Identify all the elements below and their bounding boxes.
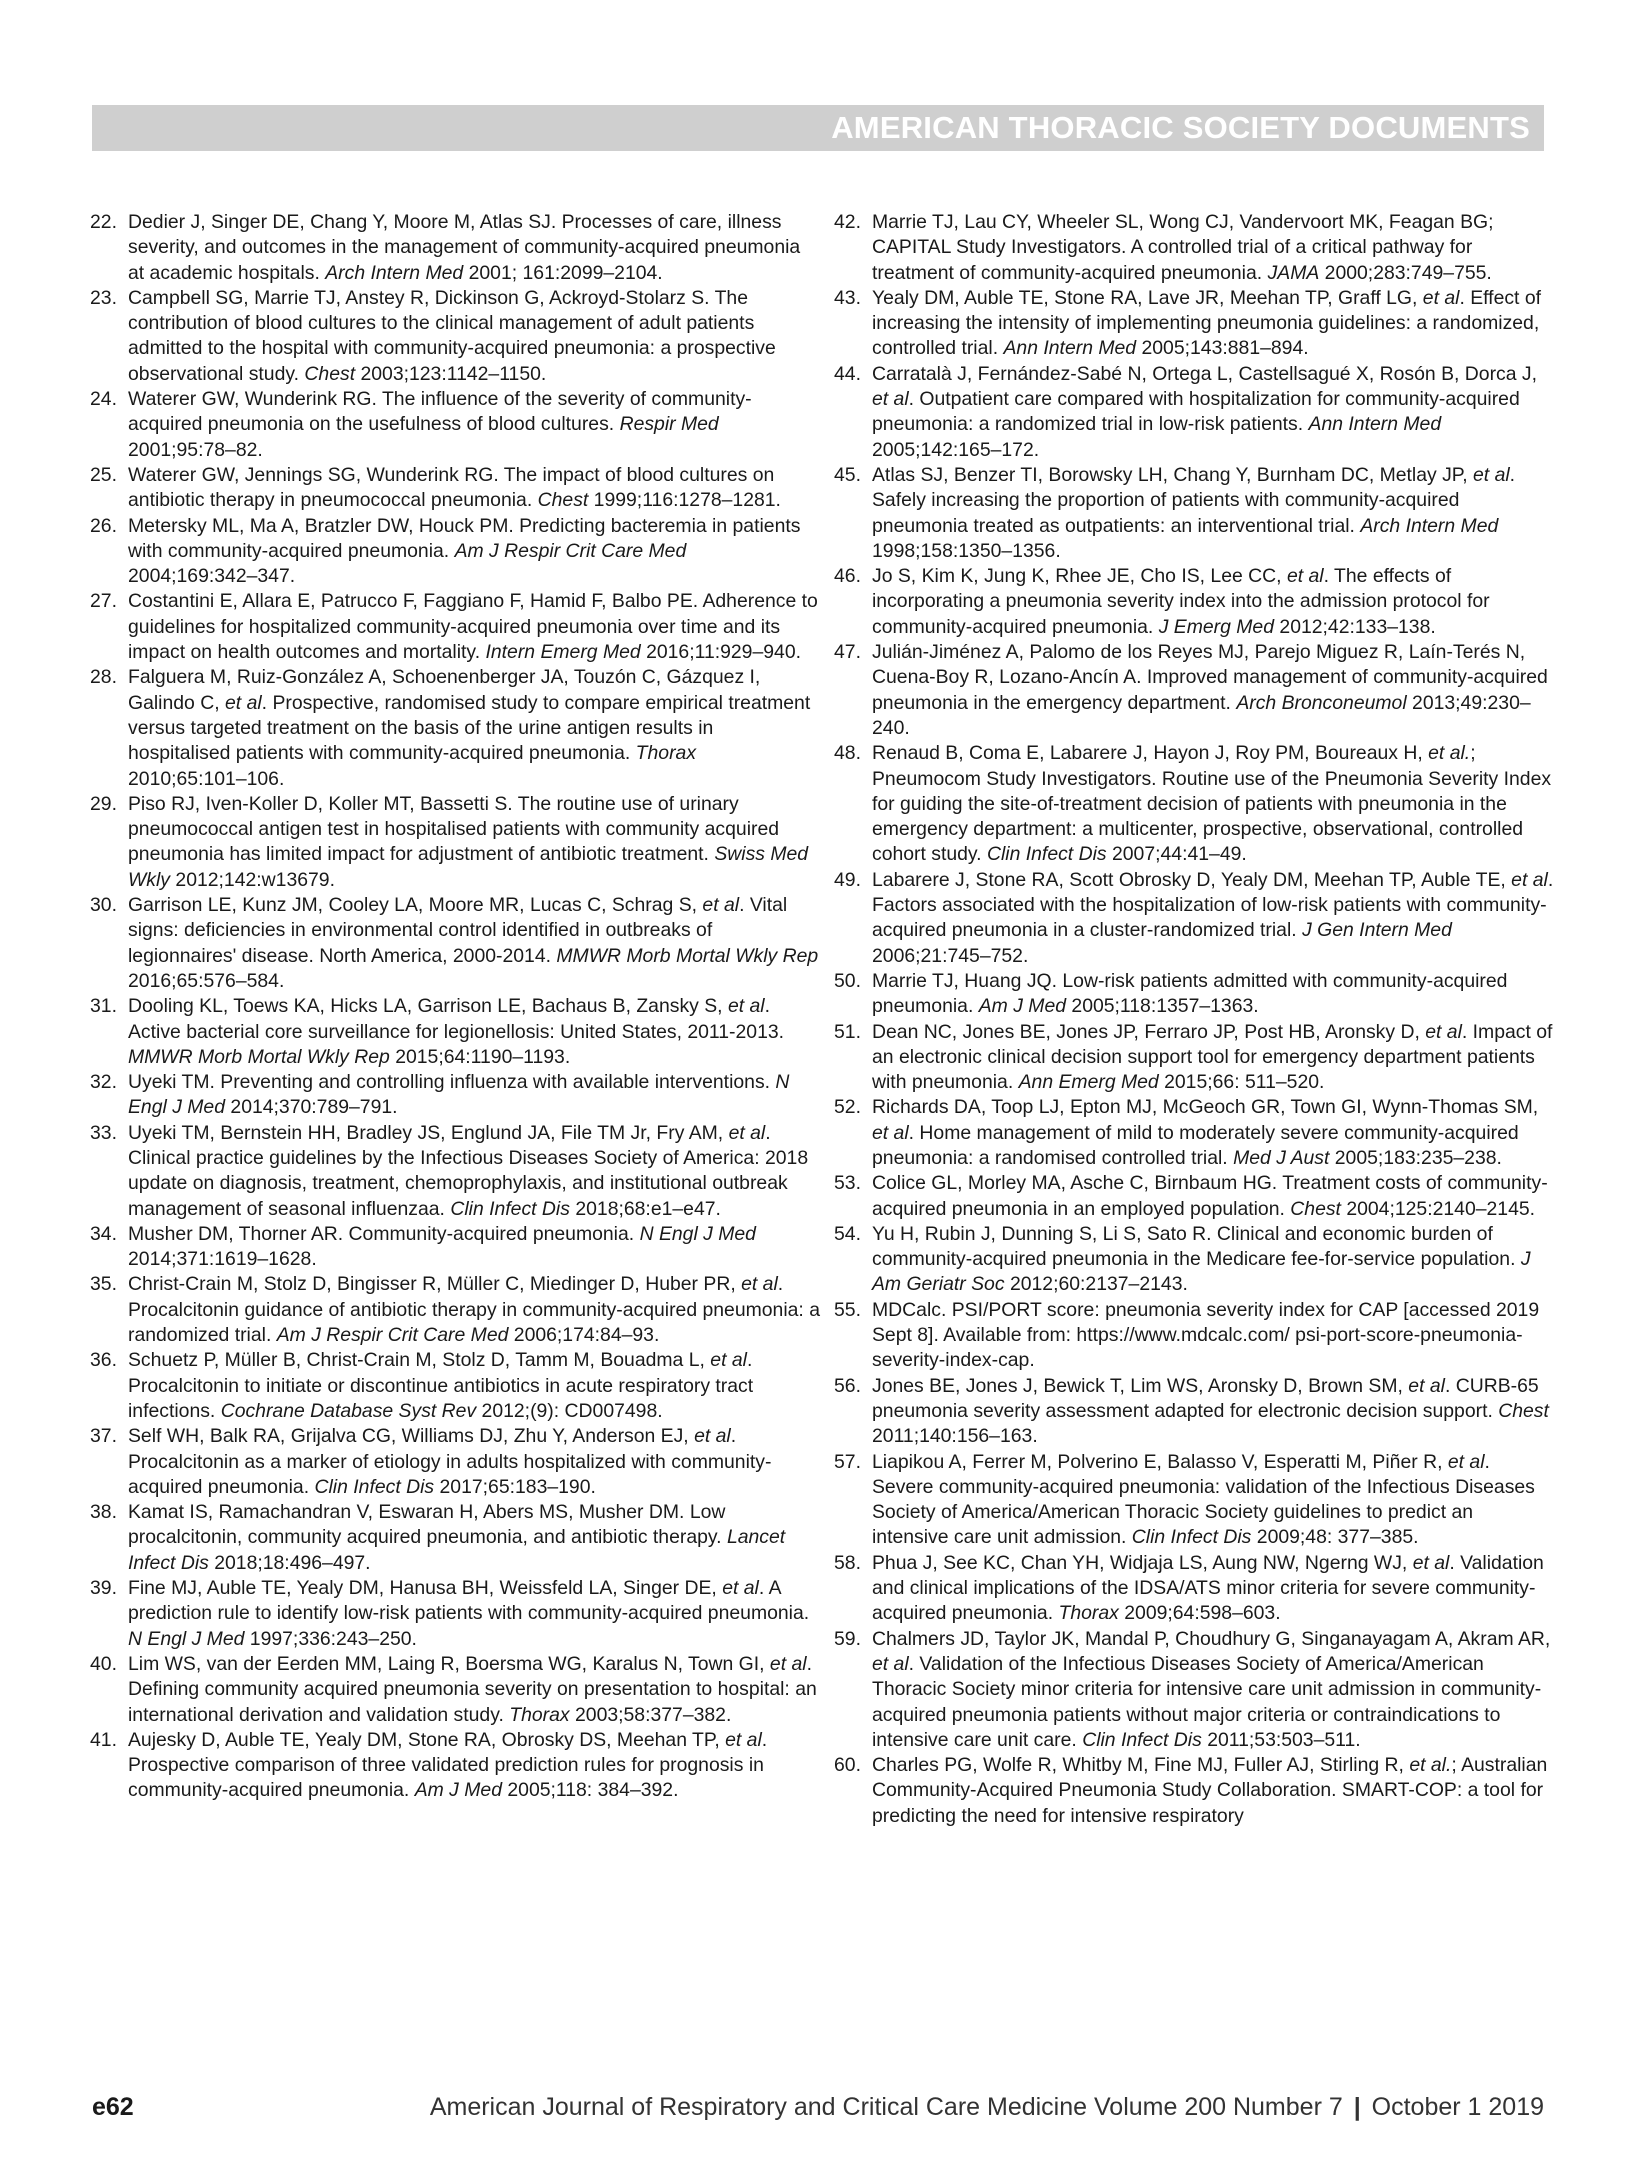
journal-name: MMWR Morb Mortal Wkly Rep — [128, 1045, 390, 1068]
et-al: et al — [1511, 868, 1548, 891]
reference-number: 38. — [90, 1501, 117, 1524]
reference-authors-title: Falguera M, Ruiz-González A, Schoenenberger JA, Touzón C, Gázquez I, Galindo C, — [128, 666, 761, 714]
reference-number: 25. — [90, 463, 117, 486]
reference-number: 22. — [90, 211, 117, 233]
reference-authors-title: Campbell SG, Marrie TJ, Anstey R, Dickinson G, Ackroyd-Stolarz S. The contribution of blood cultures to the clinical management of adult patients admitted to the hospital with community-acquired pneumonia: a prospective observational study. — [128, 286, 776, 385]
reference-title: . A prediction rule to identify low-risk patients with community-acquired pneumonia. — [128, 1577, 810, 1625]
et-al: et al — [710, 1349, 747, 1372]
reference-item — [90, 1348, 820, 1424]
reference-authors-title: Aujesky D, Auble TE, Yealy DM, Stone RA, Obrosky DS, Meehan TP, — [128, 1728, 720, 1751]
reference-text — [128, 1348, 820, 1424]
reference-text — [128, 1500, 820, 1576]
citation-details: 2010;65:101–106. — [128, 767, 285, 790]
journal-name: Thorax — [635, 742, 697, 765]
reference-authors-title: Renaud B, Coma E, Labarere J, Hayon J, Roy PM, Boureaux H, — [872, 742, 1423, 765]
reference-item — [90, 1576, 820, 1652]
reference-number: 59. — [834, 1627, 861, 1650]
et-al: et al — [741, 1273, 778, 1296]
reference-item — [90, 792, 820, 893]
reference-text — [128, 994, 820, 1070]
journal-name: Arch Intern Med — [1360, 514, 1499, 537]
journal-name: J Gen Intern Med — [1302, 919, 1452, 942]
journal-name: Arch Bronconeumol — [1236, 691, 1407, 714]
reference-number: 34. — [90, 1222, 117, 1245]
reference-number: 50. — [834, 969, 861, 992]
reference-text — [128, 286, 820, 387]
journal-name: Clin Infect Dis — [1082, 1728, 1202, 1751]
reference-text — [872, 564, 1554, 640]
journal-name: MMWR Morb Mortal Wkly Rep — [556, 944, 819, 967]
reference-number: 24. — [90, 388, 117, 411]
reference-number: 26. — [90, 514, 117, 537]
citation-details: 2005;183:235–238. — [1334, 1146, 1502, 1169]
page-number: e62 — [92, 2093, 134, 2121]
reference-item — [90, 1652, 820, 1728]
reference-item — [834, 969, 1554, 1020]
journal-name: Chest — [304, 362, 356, 385]
reference-title: . Procalcitonin as a marker of etiology in adults hospitalized with community-acquired pneumonia. — [128, 1425, 772, 1498]
citation-details: 2004;125:2140–2145. — [1346, 1197, 1536, 1220]
reference-text — [872, 210, 1554, 286]
citation-details: 2005;118:1357–1363. — [1071, 995, 1259, 1018]
reference-authors-title: Colice GL, Morley MA, Asche C, Birnbaum HG. Treatment costs of community-acquired pneumonia in an employed population. — [872, 1172, 1548, 1220]
reference-number: 54. — [834, 1222, 861, 1245]
reference-item — [834, 1298, 1554, 1374]
reference-title: . Impact of an electronic clinical decision support tool for emergency department patients with pneumonia. — [872, 1020, 1553, 1094]
reference-authors-title: Yealy DM, Auble TE, Stone RA, Lave JR, Meehan TP, Graff LG, — [872, 286, 1418, 309]
et-al: et al — [1286, 565, 1324, 588]
reference-text — [872, 1551, 1554, 1627]
citation-details: 2009;48: 377–385. — [1256, 1526, 1419, 1549]
reference-authors-title: Liapikou A, Ferrer M, Polverino E, Balasso V, Esperatti M, Piñer R, — [872, 1450, 1443, 1473]
reference-text — [872, 1298, 1554, 1374]
citation-details: 2006;174:84–93. — [513, 1324, 660, 1347]
citation-details: 2015;66: 511–520. — [1164, 1071, 1325, 1094]
reference-text — [128, 387, 820, 463]
reference-item — [834, 1551, 1554, 1627]
reference-item — [834, 286, 1554, 362]
footer-separator: | — [1353, 2093, 1361, 2121]
reference-number: 31. — [90, 995, 117, 1018]
citation-details: 2011;53:503–511. — [1207, 1728, 1361, 1751]
journal-name: N Engl J Med — [128, 1071, 790, 1119]
reference-item — [90, 1222, 820, 1273]
reference-number: 56. — [834, 1374, 861, 1397]
citation-details: 2016;65:576–584. — [128, 969, 285, 992]
et-al: et al. — [1428, 742, 1471, 765]
reference-title: . Clinical practice guidelines by the Infectious Diseases Society of America: 2018 update on diagnosis, treatment, chemoprophylaxis, and institutional outbreak management of seasonal influenzaa. — [128, 1121, 809, 1220]
et-al: et al — [1412, 1551, 1450, 1574]
journal-name: N Engl J Med — [639, 1222, 756, 1245]
reference-text — [872, 1627, 1554, 1753]
journal-name: Am J Med — [978, 995, 1067, 1018]
reference-item — [834, 1627, 1554, 1753]
reference-number: 55. — [834, 1298, 861, 1321]
reference-authors-title: Christ-Crain M, Stolz D, Bingisser R, Müller C, Miedinger D, Huber PR, — [128, 1273, 736, 1296]
et-al: et al — [694, 1425, 731, 1448]
journal-name: JAMA — [1267, 261, 1320, 284]
reference-text — [128, 1070, 820, 1121]
reference-number: 42. — [834, 211, 861, 233]
citation-details: 2000;283:749–755. — [1324, 261, 1492, 284]
reference-text — [872, 1374, 1554, 1450]
reference-authors-title: Marrie TJ, Lau CY, Wheeler SL, Wong CJ, Vandervoort MK, Feagan BG; CAPITAL Study Investigators. A controlled trial of a critical pathway for treatment of community-acquired pneumonia. — [872, 211, 1494, 284]
reference-item — [834, 1171, 1554, 1222]
reference-authors-title: Schuetz P, Müller B, Christ-Crain M, Stolz D, Tamm M, Bouadma L, — [128, 1349, 705, 1372]
citation-details: 1998;158:1350–1356. — [872, 539, 1061, 562]
citation-details: 2005;142:165–172. — [872, 438, 1040, 461]
reference-item — [834, 210, 1554, 286]
et-al: et al — [1447, 1450, 1485, 1473]
reference-text — [128, 1576, 820, 1652]
journal-name: Intern Emerg Med — [485, 641, 641, 664]
journal-name: J Am Geriatr Soc — [872, 1248, 1531, 1296]
reference-item — [90, 1070, 820, 1121]
et-al: et al — [702, 894, 740, 917]
journal-name: Swiss Med Wkly — [128, 843, 809, 891]
reference-item — [834, 463, 1554, 564]
reference-title: . Validation and clinical implications of the IDSA/ATS minor criteria for severe community-acquired pneumonia. — [872, 1551, 1544, 1625]
reference-title: . Procalcitonin to initiate or discontinue antibiotics in acute respiratory tract infections. — [128, 1349, 754, 1422]
citation-details: 2012;(9): CD007498. — [481, 1399, 663, 1422]
reference-text — [872, 1753, 1554, 1829]
et-al: et al — [225, 691, 262, 714]
reference-number: 35. — [90, 1273, 117, 1296]
journal-name: Am J Respir Crit Care Med — [454, 539, 687, 562]
reference-text — [872, 463, 1554, 564]
citation-details: 2011;140:156–163. — [872, 1425, 1038, 1448]
reference-title: . Safely increasing the proportion of patients with community-acquired pneumonia treated as outpatients: an interventional trial. — [872, 463, 1516, 537]
reference-text — [128, 1652, 820, 1728]
reference-number: 44. — [834, 362, 861, 385]
reference-item — [90, 463, 820, 514]
journal-name: Lancet Infect Dis — [128, 1526, 786, 1574]
reference-item — [834, 868, 1554, 969]
reference-item — [834, 362, 1554, 463]
reference-number: 57. — [834, 1450, 861, 1473]
reference-authors-title: Fine MJ, Auble TE, Yealy DM, Hanusa BH, Weissfeld LA, Singer DE, — [128, 1577, 717, 1600]
issue-date: October 1 2019 — [1371, 2093, 1544, 2121]
reference-title: . Defining community acquired pneumonia severity on presentation to hospital: an international derivation and validation study. — [128, 1652, 817, 1726]
citation-details: 1997;336:243–250. — [249, 1627, 417, 1650]
reference-text — [872, 969, 1554, 1020]
reference-item — [834, 1095, 1554, 1171]
citation-details: 2012;142:w13679. — [175, 868, 335, 891]
reference-number: 43. — [834, 286, 861, 309]
reference-text — [872, 640, 1554, 741]
journal-name: Clin Infect Dis — [986, 843, 1107, 866]
et-al: et al — [728, 1121, 766, 1144]
et-al: et al — [872, 388, 909, 411]
references-right-column — [834, 210, 1554, 1829]
reference-text — [128, 463, 820, 514]
reference-authors-title: Charles PG, Wolfe R, Whitby M, Fine MJ, Fuller AJ, Stirling R, — [872, 1754, 1404, 1777]
reference-item — [90, 994, 820, 1070]
reference-title: ; Australian Community-Acquired Pneumonia Study Collaboration. SMART-COP: a tool for predicting the need for intensive respiratory — [872, 1754, 1548, 1827]
reference-title: ; Pneumocom Study Investigators. Routine use of the Pneumonia Severity Index for guiding the site-of-treatment decision of patients with pneumonia in the emergency department: a multicenter, prospective, observational, controlled cohort study. — [872, 742, 1552, 866]
citation-details: 2006;21:745–752. — [872, 944, 1029, 967]
citation-details: 2012;60:2137–2143. — [1009, 1273, 1188, 1296]
reference-title: . Active bacterial core surveillance for legionellosis: United States, 2011-2013. — [128, 995, 785, 1043]
journal-name: Ann Intern Med — [1308, 413, 1442, 436]
et-al: et al — [1425, 1020, 1462, 1043]
et-al: et al — [725, 1728, 762, 1751]
reference-item — [90, 1500, 820, 1576]
citation-details: 2018;18:496–497. — [214, 1551, 371, 1574]
reference-title: . The effects of incorporating a pneumonia severity index into the admission protocol for community-acquired pneumonia. — [872, 565, 1490, 638]
reference-text — [872, 1222, 1554, 1298]
reference-title: . CURB-65 pneumonia severity assessment adapted for electronic decision support. — [872, 1374, 1539, 1422]
journal-name: Chest — [1498, 1399, 1549, 1422]
reference-number: 33. — [90, 1121, 117, 1144]
reference-authors-title: Garrison LE, Kunz JM, Cooley LA, Moore MR, Lucas C, Schrag S, — [128, 894, 698, 917]
reference-number: 53. — [834, 1172, 861, 1195]
reference-authors-title: Costantini E, Allara E, Patrucco F, Faggiano F, Hamid F, Balbo PE. Adherence to guidelines for hospitalized community-acquired pneumonia over time and its impact on health outcomes and mortality. — [128, 590, 818, 664]
reference-title: . Vital signs: deficiencies in environmental control identified in outbreaks of legionnaires' disease. North America, 2000-2014. — [128, 894, 788, 967]
reference-text — [872, 741, 1554, 867]
reference-authors-title: Uyeki TM, Bernstein HH, Bradley JS, Englund JA, File TM Jr, Fry AM, — [128, 1121, 724, 1144]
reference-title: . Validation of the Infectious Diseases Society of America/American Thoracic Society minor criteria for intensive care unit admission in community-acquired pneumonia patients without major criteria or contraindications to intensive care unit care. — [872, 1652, 1542, 1751]
reference-item — [834, 1450, 1554, 1551]
reference-text — [128, 210, 820, 286]
citation-details: 2005;143:881–894. — [1141, 337, 1309, 360]
reference-number: 47. — [834, 641, 861, 664]
reference-authors-title: Metersky ML, Ma A, Bratzler DW, Houck PM. Predicting bacteremia in patients with community-acquired pneumonia. — [128, 514, 801, 562]
citation-details: 2003;123:1142–1150. — [360, 362, 547, 385]
reference-authors-title: Self WH, Balk RA, Grijalva CG, Williams DJ, Zhu Y, Anderson EJ, — [128, 1425, 689, 1448]
citation-details: 2016;11:929–940. — [646, 641, 801, 664]
reference-title: . Factors associated with the hospitalization of low-risk patients with community-acquired pneumonia in a cluster-randomized trial. — [872, 868, 1554, 942]
citation-details: 2001;95:78–82. — [128, 438, 263, 461]
et-al: et al — [872, 1121, 909, 1144]
reference-authors-title: Kamat IS, Ramachandran V, Eswaran H, Abers MS, Musher DM. Low procalcitonin, community acquired pneumonia, and antibiotic therapy. — [128, 1501, 726, 1549]
reference-text — [128, 1728, 820, 1804]
citation-details: 2001; 161:2099–2104. — [468, 261, 663, 284]
journal-name: Med J Aust — [1233, 1146, 1330, 1169]
citation-details: 2014;371:1619–1628. — [128, 1248, 317, 1271]
reference-item — [834, 1020, 1554, 1096]
reference-title: . Severe community-acquired pneumonia: validation of the Infectious Diseases Society of America/American Thoracic Society guidelines to predict an intensive care unit admission. — [872, 1450, 1535, 1549]
reference-authors-title: Chalmers JD, Taylor JK, Mandal P, Choudhury G, Singanayagam A, Akram AR, — [872, 1627, 1551, 1650]
reference-item — [90, 210, 820, 286]
reference-authors-title: Yu H, Rubin J, Dunning S, Li S, Sato R. Clinical and economic burden of community-acquired pneumonia in the Medicare fee-for-service population. — [872, 1222, 1516, 1271]
reference-number: 52. — [834, 1096, 861, 1119]
journal-name: Am J Med — [414, 1779, 502, 1802]
reference-item — [834, 640, 1554, 741]
reference-authors-title: Waterer GW, Wunderink RG. The influence of the severity of community-acquired pneumonia on the usefulness of blood cultures. — [128, 388, 752, 436]
reference-item — [90, 286, 820, 387]
reference-number: 28. — [90, 666, 117, 689]
journal-name: J Emerg Med — [1158, 615, 1275, 638]
reference-text — [128, 792, 820, 893]
reference-authors-title: Marrie TJ, Huang JQ. Low-risk patients admitted with community-acquired pneumonia. — [872, 969, 1508, 1018]
reference-authors-title: Piso RJ, Iven-Koller D, Koller MT, Bassetti S. The routine use of urinary pneumococcal antigen test in hospitalised patients with community acquired pneumonia has limited impact for adjustment of antibiotic treatment. — [128, 792, 780, 866]
journal-name: Clin Infect Dis — [1131, 1526, 1252, 1549]
reference-text — [872, 1020, 1554, 1096]
et-al: et al — [872, 1652, 909, 1675]
reference-number: 23. — [90, 286, 117, 309]
reference-number: 49. — [834, 868, 861, 891]
reference-authors-title: MDCalc. PSI/PORT score: pneumonia severity index for CAP [accessed 2019 Sept 8]. Available from: https://www.mdcalc.com/ psi-port-score-pneumonia-severity-index-cap. — [872, 1298, 1540, 1372]
reference-authors-title: Dedier J, Singer DE, Chang Y, Moore M, Atlas SJ. Processes of care, illness severity, and outcomes in the management of community-acquired pneumonia at academic hospitals. — [128, 211, 801, 284]
reference-item — [834, 564, 1554, 640]
et-al: et al — [1422, 286, 1460, 309]
references-left-column — [90, 210, 820, 1804]
journal-name: Chest — [537, 489, 589, 512]
citation-details: 2013;49:230–240. — [872, 691, 1531, 739]
reference-item — [90, 1121, 820, 1222]
reference-title: . Home management of mild to moderately severe community-acquired pneumonia: a randomised controlled trial. — [872, 1121, 1519, 1169]
journal-name: Clin Infect Dis — [314, 1475, 435, 1498]
reference-text — [872, 286, 1554, 362]
et-al: et al — [1408, 1374, 1445, 1397]
reference-authors-title: Dean NC, Jones BE, Jones JP, Ferraro JP, Post HB, Aronsky D, — [872, 1020, 1420, 1043]
journal-name: Respir Med — [619, 413, 719, 436]
reference-item — [90, 893, 820, 994]
reference-item — [90, 387, 820, 463]
reference-item — [90, 1272, 820, 1348]
reference-number: 39. — [90, 1577, 117, 1600]
reference-authors-title: Waterer GW, Jennings SG, Wunderink RG. The impact of blood cultures on antibiotic therapy in pneumococcal pneumonia. — [128, 463, 775, 512]
reference-number: 37. — [90, 1425, 117, 1448]
journal-name: Ann Intern Med — [1003, 337, 1137, 360]
reference-text — [872, 1095, 1554, 1171]
reference-title: . Effect of increasing the intensity of implementing pneumonia guidelines: a randomized, controlled trial. — [872, 286, 1541, 360]
reference-number: 46. — [834, 565, 861, 588]
reference-authors-title: Phua J, See KC, Chan YH, Widjaja LS, Aung NW, Ngerng WJ, — [872, 1551, 1408, 1574]
journal-name: Cochrane Database Syst Rev — [220, 1399, 477, 1422]
reference-authors-title: Carratalà J, Fernández-Sabé N, Ortega L, Castellsagué X, Rosón B, Dorca J, — [872, 362, 1537, 385]
reference-text — [128, 1272, 820, 1348]
citation-details: 2009;64:598–603. — [1124, 1602, 1281, 1625]
citation-details: 2015;64:1190–1193. — [395, 1045, 571, 1068]
reference-number: 60. — [834, 1754, 861, 1777]
journal-name: Chest — [1290, 1197, 1341, 1220]
citation-details: 1999;116:1278–1281. — [593, 489, 781, 512]
reference-number: 36. — [90, 1349, 117, 1372]
reference-text — [128, 589, 820, 665]
reference-item — [90, 514, 820, 590]
section-banner — [92, 105, 1544, 151]
reference-title: . Outpatient care compared with hospitalization for community-acquired pneumonia: a randomized trial in low-risk patients. — [872, 388, 1520, 436]
reference-title: . Procalcitonin guidance of antibiotic therapy in community-acquired pneumonia: a randomized trial. — [128, 1273, 820, 1347]
reference-item — [834, 741, 1554, 867]
reference-text — [872, 1450, 1554, 1551]
reference-number: 27. — [90, 590, 117, 613]
reference-number: 29. — [90, 792, 117, 815]
reference-title: . Prospective comparison of three validated prediction rules for prognosis in community-acquired pneumonia. — [128, 1728, 768, 1802]
reference-number: 41. — [90, 1728, 117, 1751]
journal-citation — [430, 2093, 1544, 2122]
reference-authors-title: Julián-Jiménez A, Palomo de los Reyes MJ, Parejo Miguez R, Laín-Terés N, Cuena-Boy R, Lozano-Ancín A. Improved management of community-acquired pneumonia in the emergency department. — [872, 641, 1548, 714]
et-al: et al. — [1409, 1754, 1452, 1777]
banner-title: AMERICAN THORACIC SOCIETY DOCUMENTS — [831, 110, 1530, 145]
reference-authors-title: Jo S, Kim K, Jung K, Rhee JE, Cho IS, Lee CC, — [872, 565, 1282, 588]
citation-details: 2012;42:133–138. — [1279, 615, 1436, 638]
citation-details: 2014;370:789–791. — [230, 1096, 398, 1119]
reference-number: 58. — [834, 1551, 861, 1574]
citation-details: 2018;68:e1–e47. — [575, 1197, 721, 1220]
reference-number: 48. — [834, 742, 861, 765]
reference-text — [128, 514, 820, 590]
reference-text — [872, 362, 1554, 463]
reference-number: 45. — [834, 463, 861, 486]
reference-text — [128, 1222, 820, 1273]
et-al: et al — [769, 1652, 807, 1675]
reference-number: 32. — [90, 1071, 117, 1094]
citation-details: 2017;65:183–190. — [439, 1475, 596, 1498]
journal-name: N Engl J Med — [128, 1627, 245, 1650]
citation-details: 2005;118: 384–392. — [507, 1779, 679, 1802]
reference-authors-title: Labarere J, Stone RA, Scott Obrosky D, Yealy DM, Meehan TP, Auble TE, — [872, 868, 1506, 891]
journal-name: Thorax — [1058, 1602, 1119, 1625]
reference-item — [834, 1374, 1554, 1450]
reference-authors-title: Atlas SJ, Benzer TI, Borowsky LH, Chang Y, Burnham DC, Metlay JP, — [872, 463, 1468, 486]
reference-item — [90, 665, 820, 791]
reference-text — [872, 1171, 1554, 1222]
reference-authors-title: Lim WS, van der Eerden MM, Laing R, Boersma WG, Karalus N, Town GI, — [128, 1652, 765, 1675]
et-al: et al — [727, 995, 765, 1018]
journal-name: Thorax — [509, 1703, 570, 1726]
reference-authors-title: Jones BE, Jones J, Bewick T, Lim WS, Aronsky D, Brown SM, — [872, 1374, 1403, 1397]
reference-number: 51. — [834, 1020, 861, 1043]
journal-line: American Journal of Respiratory and Critical Care Medicine Volume 200 Number 7 — [429, 2093, 1343, 2121]
reference-authors-title: Musher DM, Thorner AR. Community-acquired pneumonia. — [128, 1222, 635, 1245]
et-al: et al — [1473, 463, 1510, 486]
reference-text — [128, 893, 820, 994]
reference-authors-title: Dooling KL, Toews KA, Hicks LA, Garrison LE, Bachaus B, Zansky S, — [128, 995, 723, 1018]
reference-text — [128, 1424, 820, 1500]
citation-details: 2003;58:377–382. — [575, 1703, 732, 1726]
reference-authors-title: Richards DA, Toop LJ, Epton MJ, McGeoch GR, Town GI, Wynn-Thomas SM, — [872, 1096, 1539, 1119]
reference-item — [90, 1424, 820, 1500]
journal-name: Am J Respir Crit Care Med — [276, 1324, 509, 1347]
reference-text — [128, 1121, 820, 1222]
reference-title: . Prospective, randomised study to compare empirical treatment versus targeted treatment on the basis of the urine antigen results in hospitalised patients with community-acquired pneumonia. — [128, 691, 811, 765]
citation-details: 2004;169:342–347. — [128, 565, 296, 588]
reference-text — [128, 665, 820, 791]
reference-authors-title: Uyeki TM. Preventing and controlling influenza with available interventions. — [128, 1071, 771, 1094]
citation-details: 2007;44:41–49. — [1111, 843, 1247, 866]
et-al: et al — [722, 1577, 759, 1600]
reference-item — [90, 1728, 820, 1804]
reference-text — [872, 868, 1554, 969]
reference-item — [834, 1222, 1554, 1298]
journal-name: Ann Emerg Med — [1018, 1071, 1159, 1094]
journal-name: Arch Intern Med — [325, 261, 464, 284]
reference-item — [834, 1753, 1554, 1829]
reference-number: 30. — [90, 894, 117, 917]
reference-number: 40. — [90, 1652, 117, 1675]
reference-item — [90, 589, 820, 665]
journal-name: Clin Infect Dis — [450, 1197, 570, 1220]
page-footer — [92, 2093, 1544, 2129]
